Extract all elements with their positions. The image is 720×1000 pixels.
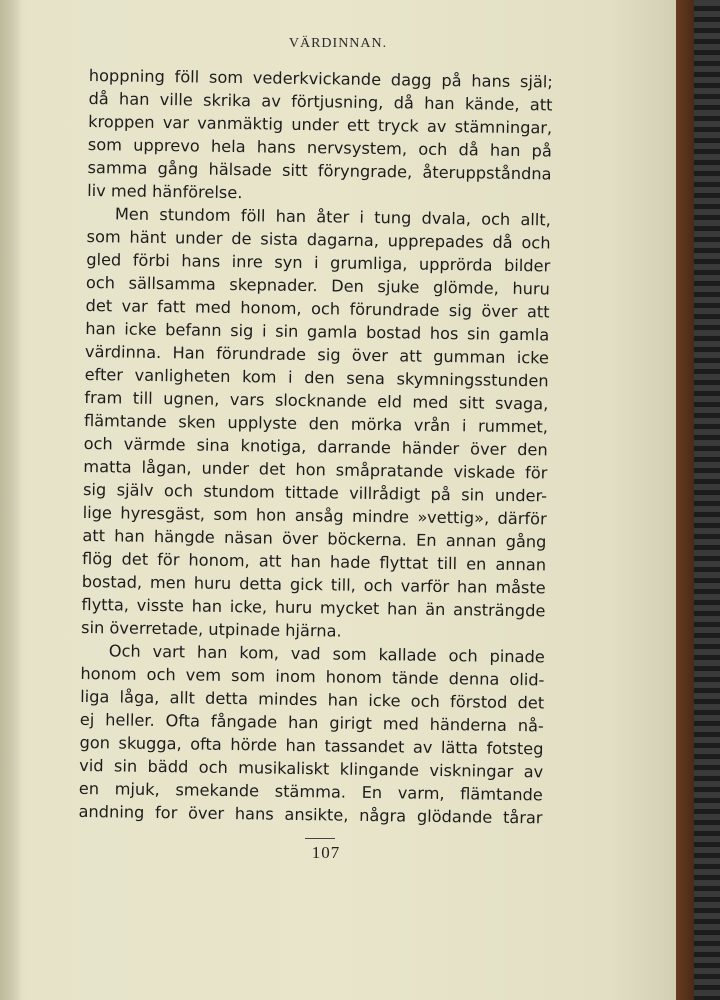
text-line: flytta, visste han icke, huru mycket han än ansträngde (81, 594, 546, 621)
text-line: Men stundom föll han åter i tung dvala, och allt, (114, 204, 552, 230)
text-line: flög det för honom, att han hade flyttat till en annan (81, 548, 547, 575)
text-line: andning for över hans ansikte, några glödande tårar (78, 801, 543, 828)
text-line: lige hyresgäst, som hon ansåg mindre »vettig», därför (82, 502, 547, 529)
text-line: fram till ugnen, vars slocknande eld med sitt svaga, (84, 387, 549, 414)
text-line: som hänt under de sista dagarna, upprepades då och (86, 226, 551, 253)
text-line: liv med hänförelse. (87, 180, 243, 203)
text-line: matta lågan, under det hon småpratande viskade för (83, 456, 548, 483)
text-line: Och vart han kom, vad som kallade och pinade (108, 641, 545, 667)
footer-rule (305, 838, 335, 839)
text-line: samma gång hälsade sitt föryngrade, återuppståndna (87, 157, 552, 184)
background-dark-surface (690, 0, 720, 1000)
text-line: det var fatt med honom, och förundrade sig över att (85, 295, 550, 322)
text-line: hoppning föll som vederkvickande dagg på hans själ; (88, 65, 553, 92)
text-line: då han ville skrika av förtjusning, då han kände, att (88, 88, 553, 115)
text-line: flämtande sken upplyste den mörka vrån i rummet, (83, 410, 549, 437)
text-line: värdinna. Han förundrade sig över att gumman icke (84, 341, 550, 368)
page-body-text (78, 64, 553, 829)
running-header: VÄRDINNAN. (288, 36, 388, 51)
text-line: kroppen var vanmäktig under ett tryck av stämningar, (88, 111, 553, 138)
text-line: och sällsamma skepnader. Den sjuke glömde, huru (85, 272, 551, 299)
page-number: 107 (311, 843, 341, 862)
text-line: och värmde sina knotiga, darrande händer över den (83, 433, 548, 460)
text-line: sin överretade, utpinade hjärna. (80, 617, 342, 641)
text-line: efter vanligheten kom i den sena skymningsstunden (84, 364, 549, 391)
text-line: att han hängde näsan över böckerna. En annan gång (82, 525, 547, 552)
text-line: gon skugga, ofta hörde han tassandet av lätta fotsteg (79, 732, 544, 759)
text-line: bostad, men huru detta gick till, och varför han måste (81, 571, 546, 598)
text-line: vid sin bädd och musikaliskt klingande viskningar av (79, 755, 544, 782)
text-line: sig själv och stundom tittade villrådigt på sin under- (82, 479, 548, 506)
text-line: liga låga, allt detta mindes han icke och förstod det (80, 686, 545, 713)
text-line: en mjuk, smekande stämma. En varm, flämtande (78, 778, 543, 805)
text-line: honom och vem som inom honom tände denna olid- (80, 663, 545, 690)
text-line: ej heller. Ofta fångade han girigt med händerna nå- (79, 709, 544, 736)
text-line: gled förbi hans inre syn i grumliga, upprörda bilder (86, 249, 551, 276)
text-line: som upprevo hela hans nervsystem, och då han på (87, 134, 552, 161)
text-line: han icke befann sig i sin gamla bostad hos sin gamla (85, 318, 550, 345)
